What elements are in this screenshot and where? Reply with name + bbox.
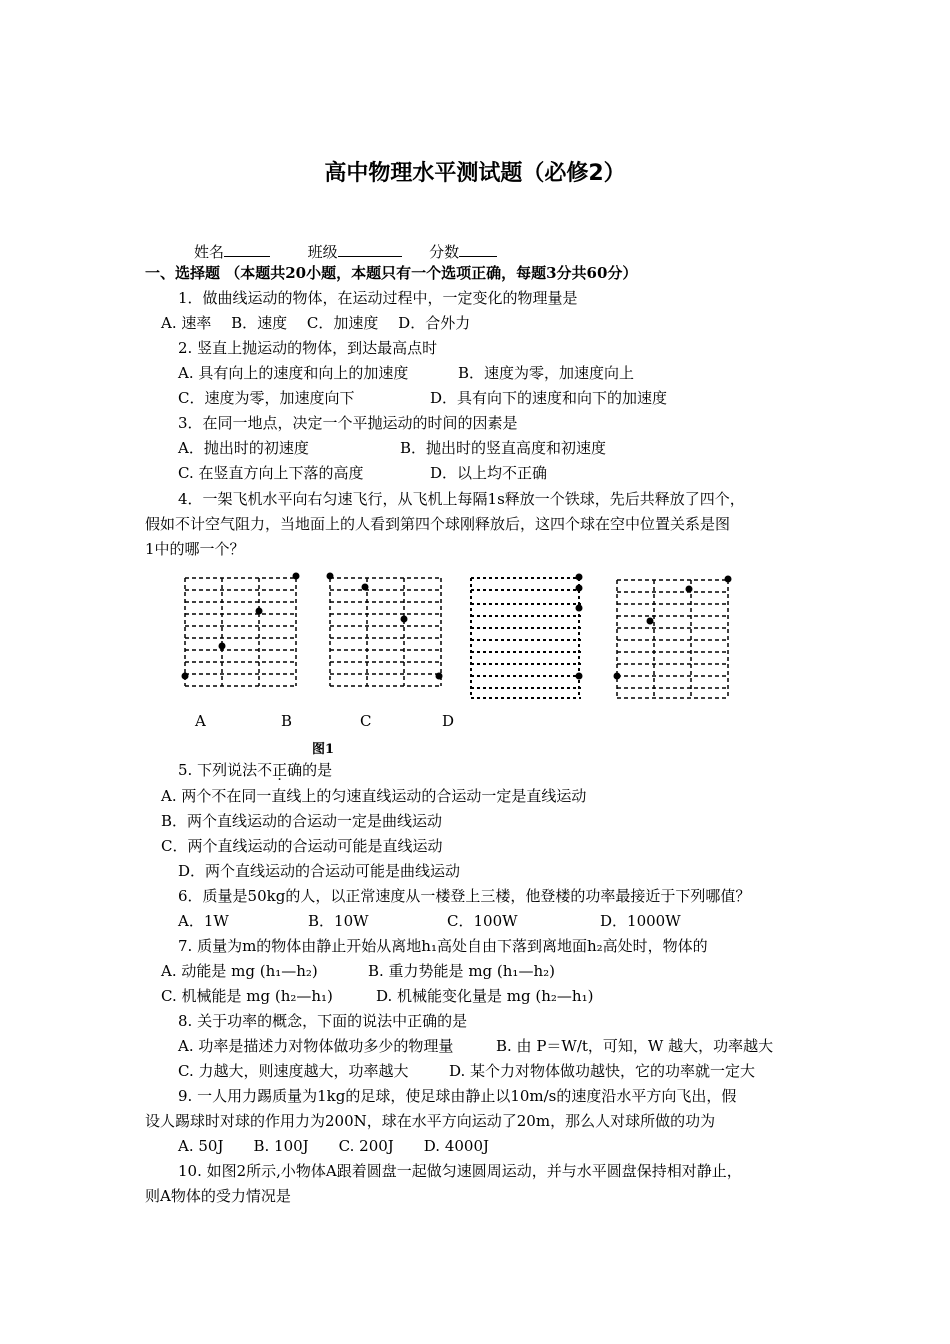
q5-option-c: C．两个直线运动的合运动可能是直线运动 <box>161 837 443 855</box>
name-blank[interactable] <box>224 240 270 257</box>
q6-option-a: A．1W <box>178 912 229 930</box>
score-blank[interactable] <box>459 240 497 257</box>
figure-grid-b <box>325 570 450 690</box>
q3-stem: 3．在同一地点，决定一个平抛运动的时间的因素是 <box>178 414 518 432</box>
q2-stem: 2. 竖直上抛运动的物体，到达最高点时 <box>178 339 438 357</box>
q10-line-1: 10. 如图2所示,小物体A跟着圆盘一起做匀速圆周运动，并与水平圆盘保持相对静止， <box>178 1162 742 1180</box>
q9-line-1: 9. 一人用力踢质量为1kg的足球，使足球由静止以10m/s的速度沿水平方向飞出，假 <box>178 1087 737 1105</box>
class-blank[interactable] <box>338 240 402 257</box>
q4-line-1: 4．一架飞机水平向右匀速飞行，从飞机上每隔1s释放一个铁球，先后共释放了四个， <box>178 490 745 508</box>
student-info-row <box>194 240 497 262</box>
q7-option-d: D. 机械能变化量是 mg (h₂—h₁) <box>376 987 594 1005</box>
page-title: 高中物理水平测试题（必修2） <box>324 161 626 186</box>
q8-stem: 8. 关于功率的概念，下面的说法中正确的是 <box>178 1012 468 1030</box>
figure-grid-c <box>466 570 591 702</box>
figure-label-a: A <box>195 712 206 730</box>
name-label: 姓名 <box>194 243 225 261</box>
q3-option-b: B．抛出时的竖直高度和初速度 <box>400 439 607 457</box>
q2-option-c: C．速度为零，加速度向下 <box>178 389 355 407</box>
score-label: 分数 <box>429 243 460 261</box>
q10-line-2: 则A物体的受力情况是 <box>145 1187 291 1205</box>
q1-stem: 1．做曲线运动的物体，在运动过程中，一定变化的物理量是 <box>178 289 578 307</box>
q2-option-d: D．具有向下的速度和向下的加速度 <box>430 389 668 407</box>
q5-stem-post: 的是 <box>302 761 333 779</box>
figure-caption: 图1 <box>312 742 335 757</box>
q5-option-b: B．两个直线运动的合运动一定是曲线运动 <box>161 812 443 830</box>
q8-option-b: B. 由 P＝W/t，可知，W 越大，功率越大 <box>496 1037 774 1055</box>
q9-options: A. 50J B. 100J C. 200J D. 4000J <box>178 1137 490 1155</box>
q2-option-a: A. 具有向上的速度和向上的加速度 <box>178 364 409 382</box>
figure-label-b: B <box>281 712 293 730</box>
q5-option-a: A. 两个不在同一直线上的匀速直线运动的合运动一定是直线运动 <box>161 787 587 805</box>
figure-grid-d <box>612 570 737 702</box>
figure-label-d: D <box>442 712 455 730</box>
q4-line-3: 1中的哪一个？ <box>145 540 245 558</box>
q7-option-b: B. 重力势能是 mg (h₁—h₂) <box>368 962 555 980</box>
class-label: 班级 <box>307 243 338 261</box>
section-heading: 一、选择题 （本题共20小题，本题只有一个选项正确，每题3分共60分） <box>145 264 638 282</box>
figure-grid-a <box>180 570 305 690</box>
q8-option-a: A. 功率是描述力对物体做功多少的物理量 <box>178 1037 454 1055</box>
q3-option-d: D．以上均不正确 <box>430 464 548 482</box>
q6-stem: 6．质量是50kg的人，以正常速度从一楼登上三楼，他登楼的功率最接近于下列哪值？ <box>178 887 751 905</box>
q1-options: A. 速率 B．速度 C．加速度 D．合外力 <box>161 314 471 332</box>
q8-option-c: C. 力越大，则速度越大，功率越大 <box>178 1062 409 1080</box>
q8-option-d: D. 某个力对物体做功越快，它的功率就一定大 <box>449 1062 756 1080</box>
q5-option-d: D．两个直线运动的合运动可能是曲线运动 <box>178 862 461 880</box>
q5-stem <box>178 760 332 780</box>
q6-option-c: C．100W <box>447 912 518 930</box>
q4-line-2: 假如不计空气阻力，当地面上的人看到第四个球刚释放后，这四个球在空中位置关系是图 <box>145 515 731 533</box>
q7-stem: 7. 质量为m的物体由静止开始从离地h₁高处自由下落到离地面h₂高处时，物体的 <box>178 937 708 955</box>
q5-emphasis: 不正确 <box>257 761 303 779</box>
q3-option-a: A．抛出时的初速度 <box>178 439 309 457</box>
q3-option-c: C. 在竖直方向上下落的高度 <box>178 464 364 482</box>
q7-option-a: A. 动能是 mg (h₁—h₂) <box>161 962 318 980</box>
q2-option-b: B．速度为零，加速度向上 <box>458 364 635 382</box>
q6-option-b: B．10W <box>308 912 369 930</box>
q5-stem-pre: 5. 下列说法 <box>178 761 258 779</box>
q9-line-2: 设人踢球时对球的作用力为200N，球在水平方向运动了20m，那么人对球所做的功为 <box>145 1112 716 1130</box>
q6-option-d: D．1000W <box>600 912 681 930</box>
q7-option-c: C. 机械能是 mg (h₂—h₁) <box>161 987 333 1005</box>
figure-label-c: C <box>360 712 372 730</box>
